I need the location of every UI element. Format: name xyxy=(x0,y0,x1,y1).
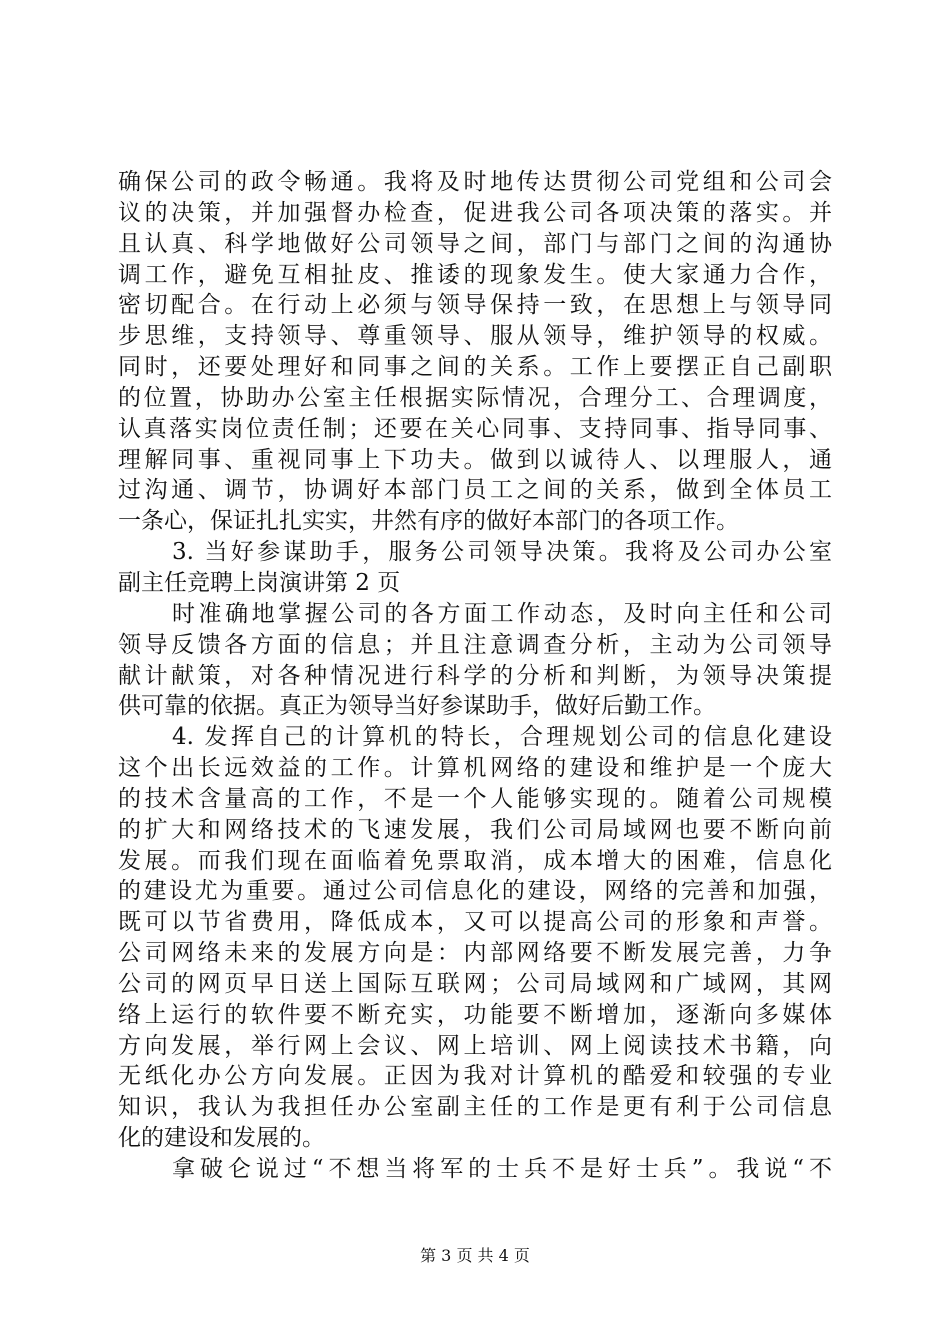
text-line: 领导反馈各方面的信息；并且注意调查分析，主动为公司领导 xyxy=(118,631,832,658)
text-line: 这个出长远效益的工作。计算机网络的建设和维护是一个庞大 xyxy=(118,755,832,782)
text-line: 知识，我认为我担任办公室副主任的工作是更有利于公司信息 xyxy=(118,1094,832,1121)
text-line: 调工作，避免互相扯皮、推诿的现象发生。使大家通力合作， xyxy=(118,261,832,288)
text-line: 的位置，协助办公室主任根据实际情况，合理分工、合理调度， xyxy=(118,384,832,411)
text-line: 化的建设和发展的。 xyxy=(118,1125,325,1152)
text-line: 拿破仑说过“不想当将军的士兵不是好士兵”。我说“不 xyxy=(172,1156,832,1182)
text-line: 副主任竞聘上岗演讲第 2 页 xyxy=(118,569,401,596)
text-line: 时准确地掌握公司的各方面工作动态，及时向主任和公司 xyxy=(172,600,832,627)
text-line: 的建设尤为重要。通过公司信息化的建设，网络的完善和加强， xyxy=(118,878,832,905)
document-body xyxy=(118,167,832,1185)
text-line: 认真落实岗位责任制；还要在关心同事、支持同事、指导同事、 xyxy=(118,415,832,442)
page-number-label: 第 3 页 共 4 页 xyxy=(420,1246,530,1265)
text-line: 发展。而我们现在面临着免票取消，成本增大的困难，信息化 xyxy=(118,847,832,874)
text-line: 方向发展，举行网上会议、网上培训、网上阅读技术书籍，向 xyxy=(118,1032,832,1059)
text-line: 密切配合。在行动上必须与领导保持一致，在思想上与领导同 xyxy=(118,292,832,319)
text-line: 且认真、科学地做好公司领导之间，部门与部门之间的沟通协 xyxy=(118,230,832,257)
text-line: 献计献策，对各种情况进行科学的分析和判断，为领导决策提 xyxy=(118,662,832,689)
text-line: 步思维，支持领导、尊重领导、服从领导，维护领导的权威。 xyxy=(118,323,832,350)
text-line: 过沟通、调节，协调好本部门员工之间的关系，做到全体员工 xyxy=(118,477,832,504)
text-line: 确保公司的政令畅通。我将及时地传达贯彻公司党组和公司会 xyxy=(118,169,832,195)
text-line: 的扩大和网络技术的飞速发展，我们公司局域网也要不断向前 xyxy=(118,816,832,843)
text-line: 公司网络未来的发展方向是：内部网络要不断发展完善，力争 xyxy=(118,940,832,967)
text-line: 4. 发挥自己的计算机的特长，合理规划公司的信息化建设 xyxy=(172,724,832,751)
text-line: 议的决策，并加强督办检查，促进我公司各项决策的落实。并 xyxy=(118,199,832,226)
text-line: 络上运行的软件要不断充实，功能要不断增加，逐渐向多媒体 xyxy=(118,1001,832,1028)
text-line: 既可以节省费用，降低成本，又可以提高公司的形象和声誉。 xyxy=(118,909,832,936)
text-line: 同时，还要处理好和同事之间的关系。工作上要摆正自己副职 xyxy=(118,354,832,381)
page-footer xyxy=(0,1245,950,1267)
text-line: 供可靠的依据。真正为领导当好参谋助手，做好后勤工作。 xyxy=(118,693,716,720)
text-line: 无纸化办公方向发展。正因为我对计算机的酷爱和较强的专业 xyxy=(118,1063,832,1090)
text-line: 公司的网页早日送上国际互联网；公司局域网和广域网，其网 xyxy=(118,970,832,997)
text-line: 理解同事、重视同事上下功夫。做到以诚待人、以理服人，通 xyxy=(118,446,832,473)
text-line: 3. 当好参谋助手，服务公司领导决策。我将及公司办公室 xyxy=(172,539,832,566)
text-line: 一条心，保证扎扎实实，井然有序的做好本部门的各项工作。 xyxy=(118,508,739,535)
text-line: 的技术含量高的工作，不是一个人能够实现的。随着公司规模 xyxy=(118,785,832,812)
